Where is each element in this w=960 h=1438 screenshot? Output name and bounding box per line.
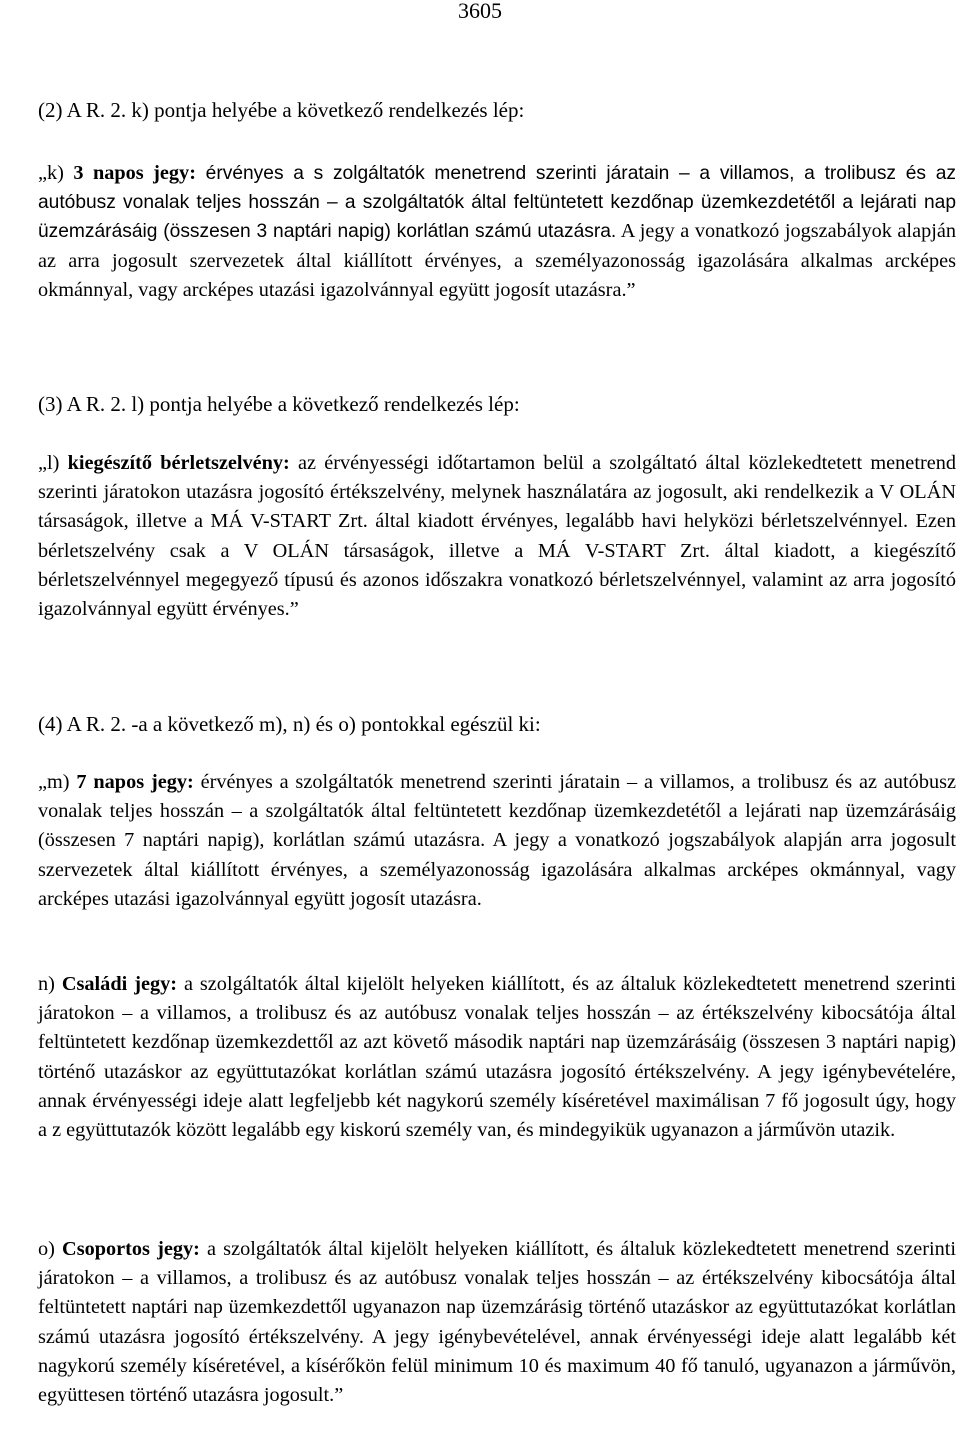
point-o-body: a szolgáltatók által kijelölt helyeken kiállított, és általuk közlekedtetett menetrend szerinti járatokon – a villamos, a trolibusz és az autóbusz vonalak teljes hosszán – az értékszelvény kibocsátója által feltüntetett naptári nap üzemkezdettől ugyanazon nap üzemzárásig történő utazáskor az együttutazókat korlátlan számú utazásra jogosító értékszelvény. A jegy igénybevételével, annak érvényességi ideje alatt legalább két nagykorú személy kíséretével, a kísérőkön felül minimum 10 és maximum 40 fő tanuló, ugyanazon a járművön, együttesen történő utazásra jogosult.” bbox=[38, 1238, 956, 1407]
point-m-paragraph bbox=[38, 768, 956, 914]
point-n-prefix: n) bbox=[38, 973, 62, 995]
point-l-term: kiegészítő bérletszelvény: bbox=[67, 452, 290, 474]
page-number: 3605 bbox=[458, 0, 502, 23]
point-o-prefix: o) bbox=[38, 1238, 63, 1260]
point-m-body: érvényes a szolgáltatók menetrend szerinti járatain – a villamos, a trolibusz és az autóbusz vonalak teljes hosszán – a szolgáltatók által feltüntetett kezdőnap üzemkezdetétől a lejárati nap üzemzárásáig (összesen 7 naptári napig), korlátlan számú utazásra. A jegy a vonatkozó jogszabályok alapján arra jogosult szervezetek által kiállított érvényes, a személyazonosság igazolására alkalmas arcképes okmánnyal, vagy arcképes utazási igazolvánnyal együtt jogosít utazásra. bbox=[38, 771, 956, 910]
point-m-prefix: „m) bbox=[38, 771, 77, 793]
section-2-paragraph bbox=[38, 159, 956, 305]
point-n-paragraph bbox=[38, 970, 956, 1145]
section-4-heading: (4) A R. 2. -a a következő m), n) és o) pontokkal egészül ki: bbox=[38, 712, 541, 736]
point-k-prefix: „k) bbox=[38, 162, 74, 184]
point-k-body-1: érvényes a s zolgáltatók menetrend szerinti járatain – a villamos, a trolibusz és az autóbusz vonalak teljes hosszán – a szolgáltatók által feltüntetett kezdőnap üzemkezdetétől a lejárati nap üzemzárásáig (összesen 3 naptári napig) korlátlan számú utazásra. bbox=[38, 163, 956, 243]
point-k-body-2: A jegy a vonatkozó jogszabályok alapján az arra jogosult szervezetek által kiállított érvényes, a személyazonosság igazolására alkalmas arcképes okmánnyal, vagy arcképes utazási igazolvánnyal együtt jogosít utazásra.” bbox=[38, 220, 956, 301]
point-n-body: a szolgáltatók által kijelölt helyeken kiállított, és az általuk közlekedtetett menetrend szerinti járatokon – a villamos, a trolibusz és az autóbusz vonalak teljes hosszán – az értékszelvény kibocsátója által feltüntetett kezdőnap üzemkezdettől az azt követő második naptári nap üzemzárásáig (összesen 3 naptári napig) történő utazáskor az együttutazókat korlátlan számú utazásra jogosító értékszelvény. A jegy igénybevételére, annak érvényességi ideje alatt legfeljebb két nagykorú személy kíséretével maximálisan 7 fő jogosult úgy, hogy a z együttutazók között legalább egy kiskorú személy van, és mindegyikük ugyanazon a járművön utazik. bbox=[38, 973, 956, 1142]
point-n-term: Családi jegy: bbox=[61, 973, 177, 995]
point-l-body: az érvényességi időtartamon belül a szolgáltató által közlekedtetett menetrend szerinti járatokon utazásra jogosító értékszelvény, melynek használatára az jogosult, aki rendelkezik a V OLÁN társaságok, illetve a MÁ V-START Zrt. által kiadott érvényes, legalább havi helyközi bérletszelvénnyel. Ezen bérletszelvény csak a V OLÁN társaságok, illetve a MÁ V-START Zrt. által kiadott, a kiegészítő bérletszelvénnyel megegyező típusú és azonos időszakra vonatkozó bérletszelvénnyel, valamint az arra jogosító igazolvánnyal együtt érvényes.” bbox=[38, 452, 956, 621]
section-2-heading: (2) A R. 2. k) pontja helyébe a következő rendelkezés lép: bbox=[38, 98, 525, 122]
section-3-heading: (3) A R. 2. l) pontja helyébe a következő rendelkezés lép: bbox=[38, 392, 520, 416]
point-m-term: 7 napos jegy: bbox=[76, 771, 194, 793]
point-k-term: 3 napos jegy: bbox=[73, 162, 196, 184]
point-o-paragraph bbox=[38, 1235, 956, 1410]
section-3-paragraph bbox=[38, 449, 956, 624]
point-l-prefix: „l) bbox=[38, 452, 68, 474]
point-o-term: Csoportos jegy: bbox=[62, 1238, 200, 1260]
